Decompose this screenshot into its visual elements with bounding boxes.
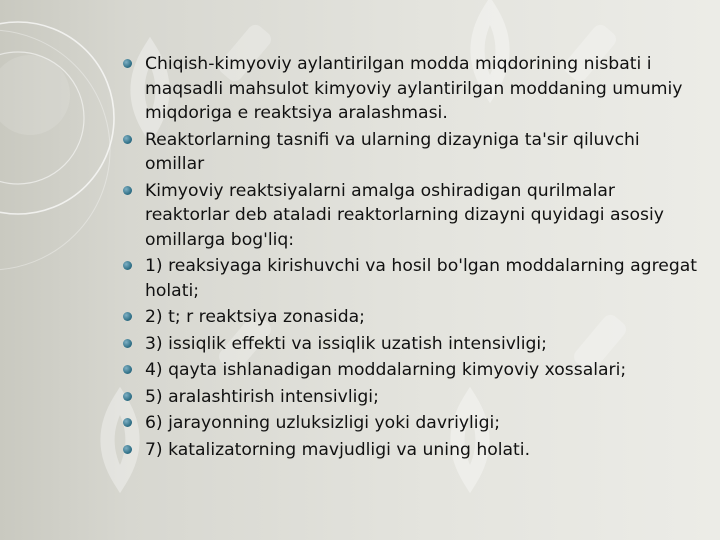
bullet-item: 6) jarayonning uzluksizligi yoki davriyligi; xyxy=(118,411,698,436)
bullet-list xyxy=(118,52,698,462)
bullet-item: 1) reaksiyaga kirishuvchi va hosil bo'lgan moddalarning agregat holati; xyxy=(118,254,698,303)
bullet-item: 7) katalizatorning mavjudligi va uning holati. xyxy=(118,438,698,463)
content-area xyxy=(118,52,698,464)
bullet-item: Reaktorlarning tasnifi va ularning dizayniga ta'sir qiluvchi omillar xyxy=(118,128,698,177)
bullet-item: Chiqish-kimyoviy aylantirilgan modda miqdorining nisbati i maqsadli mahsulot kimyoviy aylantirilgan moddaning umumiy miqdoriga e reaktsiya aralashmasi. xyxy=(118,52,698,126)
bullet-item: 3) issiqlik effekti va issiqlik uzatish intensivligi; xyxy=(118,332,698,357)
bullet-item: 4) qayta ishlanadigan moddalarning kimyoviy xossalari; xyxy=(118,358,698,383)
decorative-arcs xyxy=(0,0,130,540)
bullet-item: Kimyoviy reaktsiyalarni amalga oshiradigan qurilmalar reaktorlar deb ataladi reaktorlarning dizayni quyidagi asosiy omillarga bog'liq: xyxy=(118,179,698,253)
bullet-item: 2) t; r reaktsiya zonasida; xyxy=(118,305,698,330)
bullet-item: 5) aralashtirish intensivligi; xyxy=(118,385,698,410)
